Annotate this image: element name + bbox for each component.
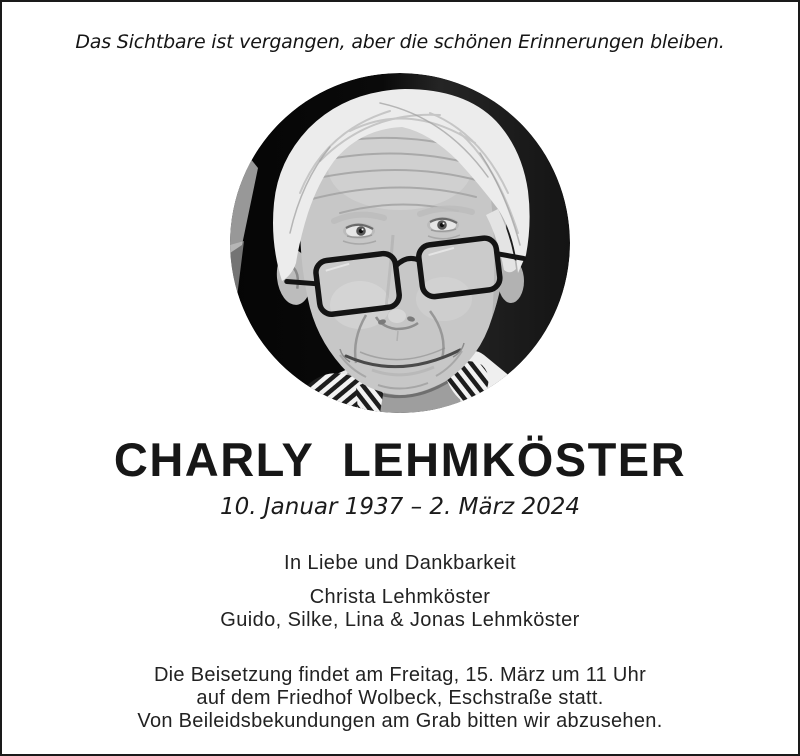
- family-line-1: Christa Lehmköster: [309, 586, 491, 608]
- portrait-photo: [230, 73, 570, 413]
- funeral-line-3: Von Beileidsbekundungen am Grab bitten wir abzusehen.: [137, 710, 663, 732]
- family-line-2: Guido, Silke, Lina & Jonas Lehmköster: [220, 609, 580, 631]
- funeral-line-1: Die Beisetzung findet am Freitag, 15. März um 11 Uhr: [153, 664, 647, 686]
- funeral-information: [2, 664, 798, 733]
- family-names: [2, 586, 798, 632]
- memorial-quote: Das Sichtbare ist vergangen, aber die schönen Erinnerungen bleiben.: [75, 31, 725, 53]
- funeral-line-2: auf dem Friedhof Wolbeck, Eschstraße statt.: [196, 687, 604, 709]
- condolence-intro: In Liebe und Dankbarkeit: [284, 552, 516, 574]
- life-dates: 10. Januar 1937 – 2. März 2024: [219, 494, 580, 520]
- portrait-photo-graphic: [230, 73, 570, 413]
- deceased-name: CHARLY LEHMKÖSTER: [113, 433, 687, 486]
